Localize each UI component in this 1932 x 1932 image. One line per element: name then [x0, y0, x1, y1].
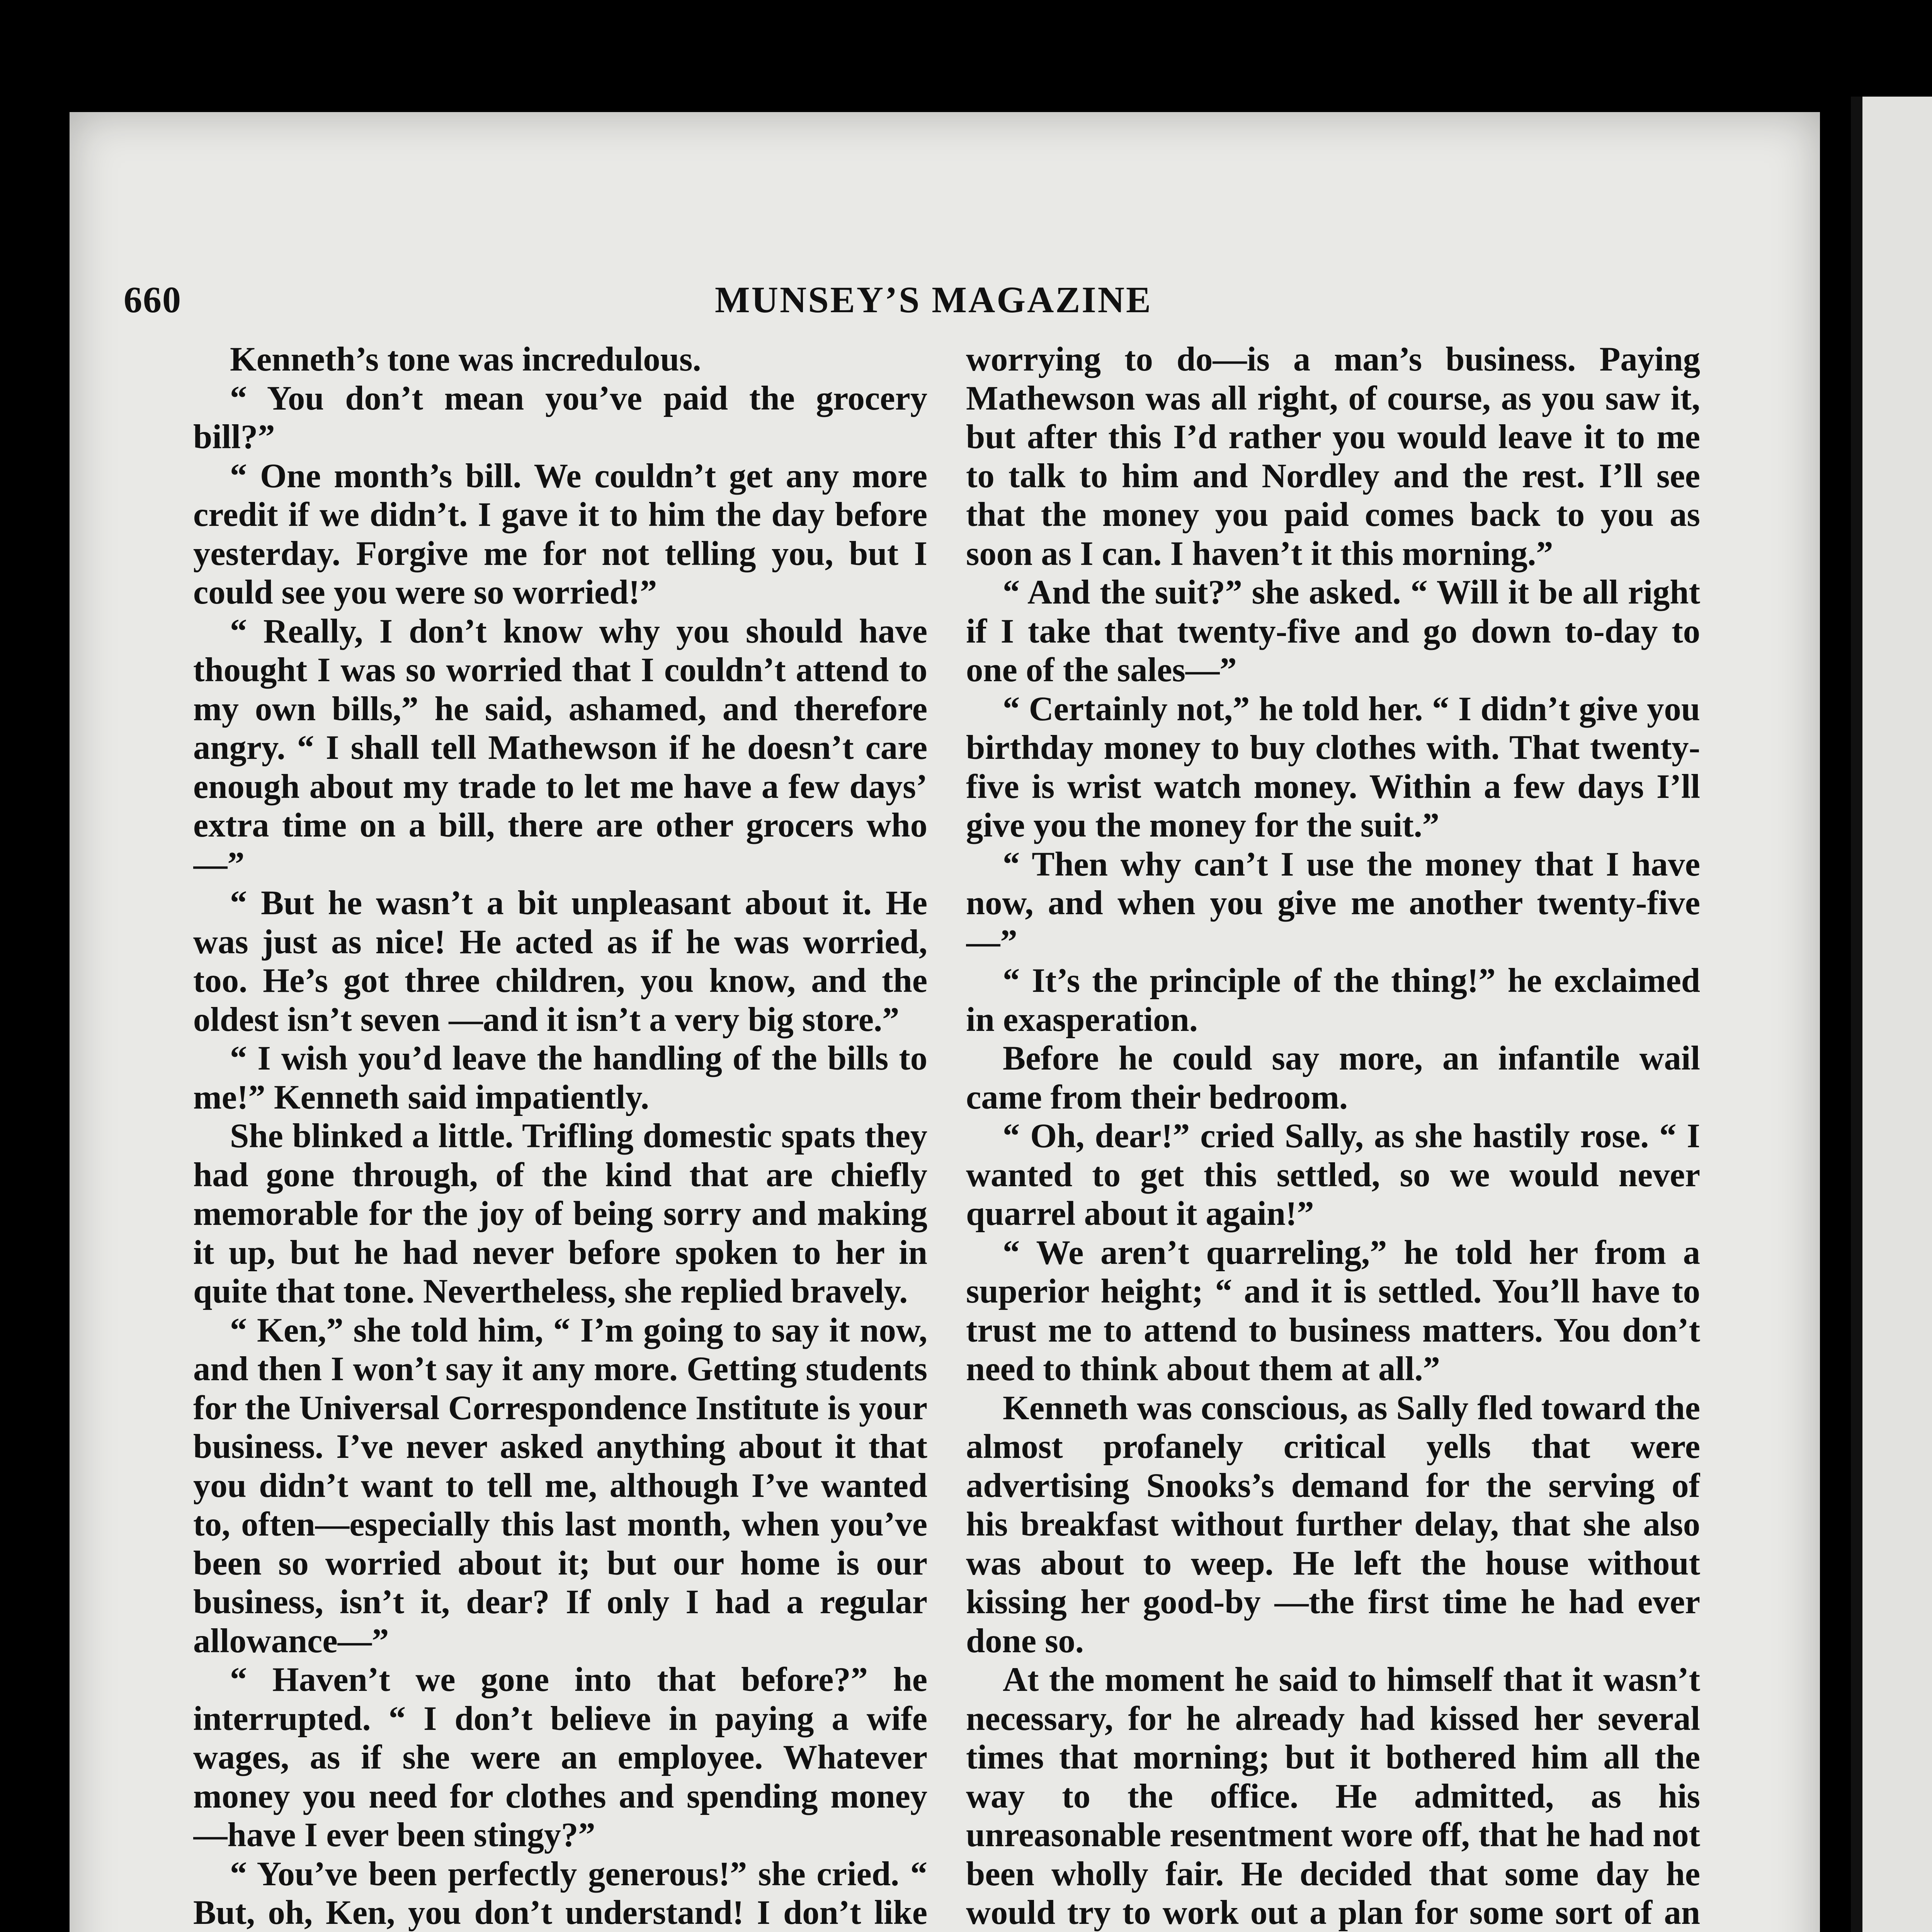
paragraph: “ It’s the principle of the thing!” he exclaimed in exasperation.: [966, 962, 1700, 1039]
paragraph: worrying to do—is a man’s business. Paying Mathewson was all right, of course, as you saw it, but after this I’d rather you would leave it to me to talk to him and Nordley and the rest. I’ll see that the money you paid comes back to you as soon as I can. I haven’t it this morning.”: [966, 340, 1700, 573]
left-column: [193, 340, 927, 1932]
paragraph: “ One month’s bill. We couldn’t get any more credit if we didn’t. I gave it to him the day before yesterday. Forgive me for not telling you, but I could see you were so worried!”: [193, 457, 927, 611]
running-head: MUNSEY’S MAGAZINE: [715, 279, 1153, 320]
paragraph: “ And the suit?” she asked. “ Will it be all right if I take that twenty-five and go down to-day to one of the sales—”: [966, 573, 1700, 689]
paragraph: Before he could say more, an infantile wail came from their bedroom.: [966, 1039, 1700, 1116]
paragraph: She blinked a little. Trifling domestic spats they had gone through, of the kind that are chiefly memorable for the joy of being sorry and making it up, but he had never before spoken to her in quite that tone. Nevertheless, she replied bravely.: [193, 1117, 927, 1310]
paragraph: “ Certainly not,” he told her. “ I didn’t give you birthday money to buy clothes with. That twenty-five is wrist watch money. Within a few days I’ll give you the money for the suit.”: [966, 690, 1700, 844]
paragraph: “ We aren’t quarreling,” he told her from a superior height; “ and it is settled. You’ll have to trust me to attend to business matters. You don’t need to think about them at all.”: [966, 1233, 1700, 1388]
paragraph: “ Ken,” she told him, “ I’m going to say it now, and then I won’t say it any more. Getting students for the Universal Correspondence Institute is your business. I’ve never asked anything about it that you didn’t want to tell me, although I’ve wanted to, often—especially this last month, when you’ve been so worried about it; but our home is our business, isn’t it, dear? If only I had a regular allowance—”: [193, 1311, 927, 1660]
facing-page-edge: [1851, 97, 1932, 1932]
right-column: [966, 340, 1700, 1932]
paragraph: Kenneth’s tone was incredulous.: [230, 340, 701, 378]
paragraph: Kenneth was conscious, as Sally fled toward the almost profanely critical yells that were advertising Snooks’s demand for the serving of his breakfast without further delay, that she also was about to weep. He left the house without kissing her good-by —the first time he had ever done so.: [966, 1389, 1700, 1660]
paragraph: At the moment he said to himself that it wasn’t necessary, for he already had kissed her several times that morning; but it bothered him all the way to the office. He admitted, as his unreasonable resentment wore off, that he had not been wholly fair. He decided that some day he would try to work out a plan for some sort of an: [966, 1661, 1700, 1932]
paragraph: “ Then why can’t I use the money that I have now, and when you give me another twenty-five—”: [966, 845, 1700, 961]
paragraph: “ Oh, dear!” cried Sally, as she hastily rose. “ I wanted to get this settled, so we would never quarrel about it again!”: [966, 1117, 1700, 1233]
paragraph: “ Haven’t we gone into that before?” he interrupted. “ I don’t believe in paying a wife wages, as if she were an employee. Whatever money you need for clothes and spending money—have I ever been stingy?”: [193, 1661, 927, 1854]
paragraph: “ Really, I don’t know why you should have thought I was so worried that I couldn’t attend to my own bills,” he said, ashamed, and therefore angry. “ I shall tell Mathewson if he doesn’t care enough about my trade to let me have a few days’ extra time on a bill, there are other grocers who—”: [193, 612, 927, 883]
paragraph: “ You don’t mean you’ve paid the grocery bill?”: [193, 379, 927, 456]
paragraph: “ You’ve been perfectly generous!” she cried. “ But, oh, Ken, you don’t understand! I don’t like: [193, 1855, 927, 1932]
page-header: [124, 278, 1689, 328]
page-number: 660: [124, 279, 182, 320]
paragraph: “ But he wasn’t a bit unpleasant about it. He was just as nice! He acted as if he was worried, too. He’s got three children, you know, and the oldest isn’t seven —and it isn’t a very big store.”: [193, 884, 927, 1039]
paragraph: “ I wish you’d leave the handling of the bills to me!” Kenneth said impatiently.: [193, 1039, 927, 1116]
